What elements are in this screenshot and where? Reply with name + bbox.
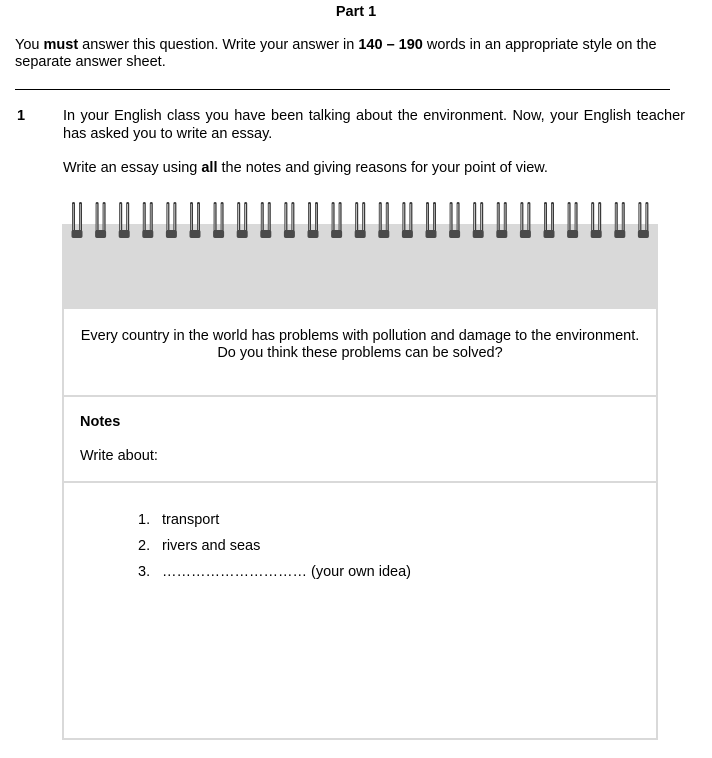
part-title: Part 1 (335, 4, 377, 20)
write-about-label: Write about: (80, 448, 158, 464)
binding-ring-icon (449, 202, 460, 238)
notes-heading: Notes (80, 414, 121, 430)
notepad (62, 224, 658, 740)
binding-ring-icon (473, 202, 484, 238)
instructions-mid: answer this question. Write your answer in (78, 37, 359, 53)
list-item-number: 2. (138, 538, 151, 554)
list-item-number: 3. (138, 564, 151, 580)
binding-ring-icon (355, 202, 366, 238)
instructions-must: must (43, 37, 79, 53)
statement-line-2: Do you think these problems can be solved? (217, 345, 503, 361)
binding-ring-icon (190, 202, 201, 238)
binding-ring-icon (544, 202, 555, 238)
list-item-text: rivers and seas (162, 538, 261, 554)
task-post: the notes and giving reasons for your point of view. (217, 160, 548, 176)
spiral-binding-icon (66, 200, 660, 244)
binding-ring-icon (402, 202, 413, 238)
binding-ring-icon (567, 202, 578, 238)
question-number: 1 (17, 108, 26, 124)
essay-statement (64, 309, 656, 397)
binding-ring-icon (284, 202, 295, 238)
instructions-post: words in an appropriate style on the separate answer sheet. (15, 37, 657, 70)
question-text: In your English class you have been talking about the environment. Now, your English teacher has asked you to write an essay. (63, 108, 685, 142)
binding-ring-icon (213, 202, 224, 238)
statement-line-1: Every country in the world has problems with pollution and damage to the environment. (80, 328, 640, 344)
binding-ring-icon (95, 202, 106, 238)
instructions (15, 37, 700, 71)
binding-ring-icon (142, 202, 153, 238)
list-item-text: ………………………… (your own idea) (162, 564, 411, 580)
notes-box (64, 397, 656, 483)
binding-ring-icon (331, 202, 342, 238)
list-item (138, 536, 260, 556)
task-bold: all (201, 160, 218, 176)
binding-ring-icon (260, 202, 271, 238)
binding-ring-icon (308, 202, 319, 238)
binding-ring-icon (237, 202, 248, 238)
binding-ring-icon (638, 202, 649, 238)
task-pre: Write an essay using (63, 160, 202, 176)
binding-ring-icon (378, 202, 389, 238)
divider-line (15, 89, 670, 90)
instructions-pre: You (15, 37, 44, 53)
binding-ring-icon (614, 202, 625, 238)
binding-ring-icon (119, 202, 130, 238)
task-instruction (63, 159, 685, 177)
list-item-number: 1. (138, 512, 151, 528)
binding-ring-icon (591, 202, 602, 238)
binding-ring-icon (426, 202, 437, 238)
list-item-text: transport (162, 512, 220, 528)
binding-ring-icon (166, 202, 177, 238)
list-item (138, 562, 411, 582)
word-range: 140 – 190 (358, 37, 423, 53)
binding-ring-icon (496, 202, 507, 238)
binding-ring-icon (520, 202, 531, 238)
list-item (138, 510, 219, 530)
binding-ring-icon (72, 202, 83, 238)
